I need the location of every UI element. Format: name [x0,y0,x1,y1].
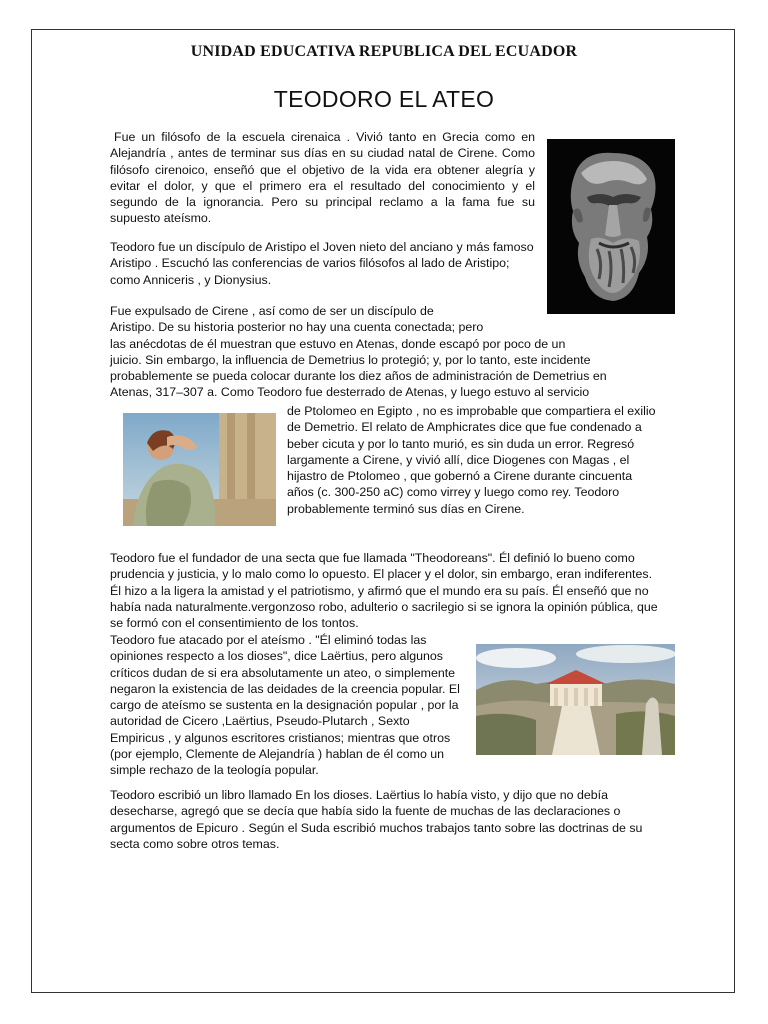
paragraph-ptolemy: de Ptolomeo en Egipto , no es improbable que compartiera el exilio de Demetrio. El relato de Amphicrates dice que fue condenado a beber cicuta y por lo tanto murió, es sin duda un error. Regresó largamente a Cirene, y vivió allí, dice Diogenes con Magas , el hijastro de Ptolomeo , que gobernó a Cirene durante cincuenta años (c. 300-250 aC) como virrey y luego como rey. Teodoro probablemente terminó sus días en Cirene. [287,404,656,516]
paragraph-expulsion [110,303,670,401]
paragraph-theodoreans: Teodoro fue el fundador de una secta que fue llamada "Theodoreans". Él definió lo bueno como prudencia y justicia, y lo malo como lo opuesto. El placer y el dolor, sin embargo, eran indiferentes. Él hizo a la ligera la amistad y el patriotismo, y afirmó que el mundo era su país. Él enseñó que no había nada naturalmente.vergonzoso robo, adulterio o sacrilegio si se ignora la opinión pública, que se formó con el consentimiento de los tontos. [110,551,658,631]
text-line: Fue expulsado de Cirene , así como de ser un discípulo de [110,304,434,318]
painting-woman-image [123,413,276,526]
temple-landscape-image [476,644,675,755]
paragraph-book: Teodoro escribió un libro llamado En los dioses. Laërtius lo había visto, y dijo que no debía desecharse, agregó que se decía que había sido la fuente de muchas de las declaraciones o argumentos de Epicuro . Según el Suda escribió muchos trabajos tanto sobre las doctrinas de su secta como sobre otros temas. [110,788,643,851]
text-line: probablemente se pueda colocar durante los diez años de administración de Demetrius en [110,369,607,384]
philosopher-bust-image [547,139,675,314]
school-heading: UNIDAD EDUCATIVA REPUBLICA DEL ECUADOR [190,43,578,60]
paragraph-disciple: Teodoro fue un discípulo de Aristipo el Joven nieto del anciano y más famoso Aristipo . Escuchó las conferencias de varios filósofos al lado de Aristipo; como Anniceris , y Dionysius. [110,240,534,287]
text-line: juicio. Sin embargo, la influencia de Demetrius lo protegió; y, por lo tanto, este incidente [110,352,591,367]
paragraph-intro: Fue un filósofo de la escuela cirenaica . Vivió tanto en Grecia como en Alejandría , antes de terminar sus días en su ciudad natal de Cirene. Como filósofo cirenoico, enseñó que el objetivo de la vida era obtener alegría y evitar el dolor, y que el primero era el resultado del conocimiento y el segundo de la ignorancia. Pero su principal reclamo a la fama fue su supuesto ateísmo. [110,130,535,226]
paragraph-atheism: Teodoro fue atacado por el ateísmo . "Él eliminó todas las opiniones respecto a los dioses", dice Laërtius, pero algunos críticos dudan de si era absolutamente un ateo, o simplemente negaron la existencia de las deidades de la creencia popular. El cargo de ateísmo se sustenta en la designación popular , por la autoridad de Cicero ,Laërtius, Pseudo-Plutarch , Sexto Empiricus , y algunos escritores cristianos; mientras que otros (por ejemplo, Clemente de Alejandría ) hablan de él como un simple rechazo de la teología popular. [110,633,460,778]
text-line: Aristipo. De su historia posterior no hay una cuenta conectada; pero [110,320,484,335]
page-title: TEODORO EL ATEO [273,86,495,112]
text-line: Atenas, 317–307 a. Como Teodoro fue desterrado de Atenas, y luego estuvo al servicio [110,385,590,400]
text-line: las anécdotas de él muestran que estuvo en Atenas, donde escapó por poco de un [110,336,566,351]
